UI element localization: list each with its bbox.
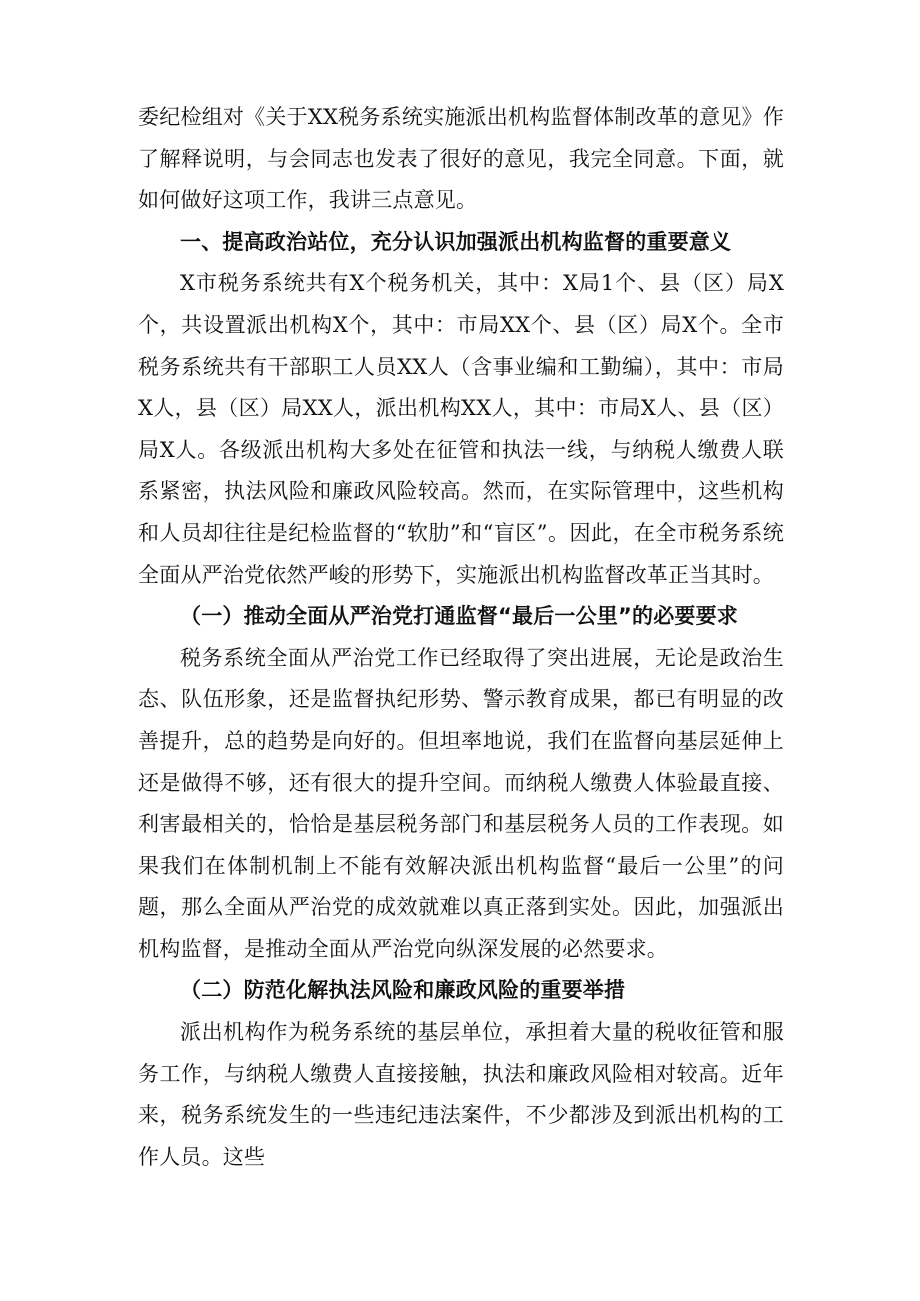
paragraph-subsection1: 税务系统全面从严治党工作已经取得了突出进展，无论是政治生态、队伍形象，还是监督执纪形势、警示教育成果，都已有明显的改善提升，总的趋势是向好的。但坦率地说，我们在监督向基层延伸上还是做得不够，还有很大的提升空间。而纳税人缴费人体验最直接、利害最相关的，恰恰是基层税务部门和基层税务人员的工作表现。如果我们在体制机制上不能有效解决派出机构监督“最后一公里”的问题，那么全面从严治党的成效就难以真正落到实处。因此，加强派出机构监督，是推动全面从严治党向纵深发展的必然要求。	[138, 645, 784, 961]
subsection-heading-2: （二）防范化解执法风险和廉政风险的重要举措	[180, 978, 626, 1003]
paragraph-subsection2: 派出机构作为税务系统的基层单位，承担着大量的税收征管和服务工作，与纳税人缴费人直接接触，执法和廉政风险相对较高。近年来，税务系统发生的一些违纪违法案件，不少都涉及到派出机构的工作人员。这些	[138, 1020, 784, 1169]
paragraph-intro-continued: 委纪检组对《关于XX税务系统实施派出机构监督体制改革的意见》作了解释说明，与会同志也发表了很好的意见，我完全同意。下面，就如何做好这项工作，我讲三点意见。	[138, 105, 784, 213]
section-heading-1: 一、提高政治站位，充分认识加强派出机构监督的重要意义	[180, 229, 732, 254]
subsection-heading-1: （一）推动全面从严治党打通监督“最后一公里”的必要要求	[180, 604, 739, 629]
document-body	[138, 97, 784, 1178]
paragraph-section1-overview: X市税务系统共有X个税务机关，其中：X局1个、县（区）局X个，共设置派出机构X个，其中：市局XX个、县（区）局X个。全市税务系统共有干部职工人员XX人（含事业编和工勤编），其中：市局X人，县（区）局XX人，派出机构XX人，其中：市局X人、县（区）局X人。各级派出机构大多处在征管和执法一线，与纳税人缴费人联系紧密，执法风险和廉政风险较高。然而，在实际管理中，这些机构和人员却往往是纪检监督的“软肋”和“盲区”。因此，在全市税务系统全面从严治党依然严峻的形势下，实施派出机构监督改革正当其时。	[138, 271, 784, 587]
